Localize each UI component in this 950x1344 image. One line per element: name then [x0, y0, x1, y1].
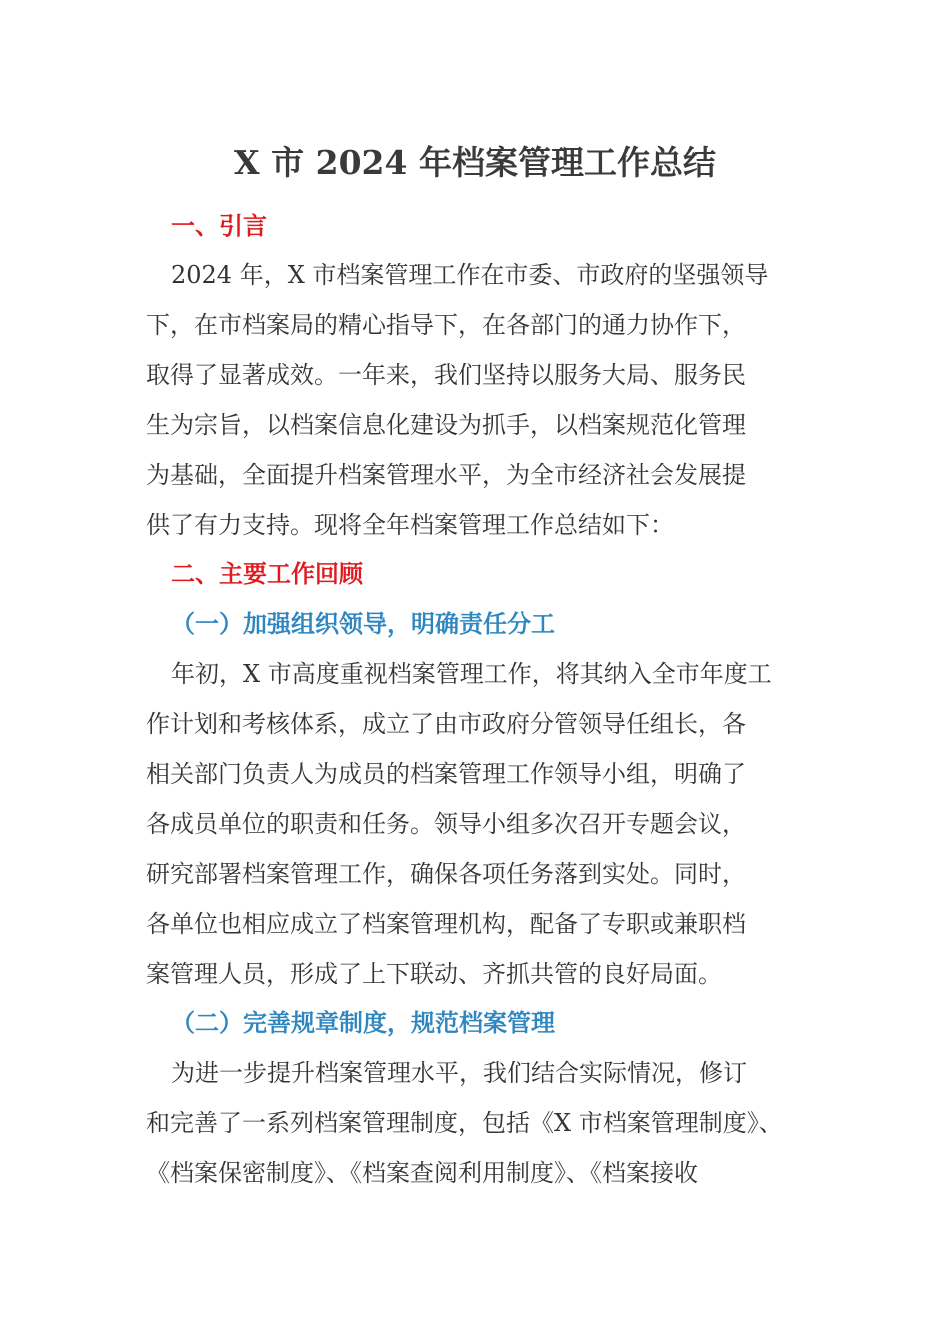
paragraph-line: 年初，X 市高度重视档案管理工作，将其纳入全市年度工 — [171, 660, 772, 688]
paragraph-line: 案管理人员，形成了上下联动、齐抓共管的良好局面。 — [146, 960, 722, 988]
paragraph-line: 下，在市档案局的精心指导下，在各部门的通力协作下， — [146, 311, 746, 339]
paragraph-line: 相关部门负责人为成员的档案管理工作领导小组，明确了 — [146, 760, 746, 788]
paragraph-line: 各单位也相应成立了档案管理机构，配备了专职或兼职档 — [146, 910, 746, 938]
paragraph-line: 研究部署档案管理工作，确保各项任务落到实处。同时， — [146, 860, 746, 888]
regulations-paragraph — [146, 1048, 783, 1198]
document-title: X 市 2024 年档案管理工作总结 — [234, 143, 716, 182]
subsection-heading-regulations: （二）完善规章制度，规范档案管理 — [171, 1008, 555, 1037]
section-heading-main-work: 二、主要工作回顾 — [171, 560, 363, 588]
paragraph-line: 供了有力支持。现将全年档案管理工作总结如下： — [146, 511, 674, 539]
paragraph-line: 为基础，全面提升档案管理水平，为全市经济社会发展提 — [146, 461, 746, 489]
subsection-heading-organization: （一）加强组织领导，明确责任分工 — [171, 609, 555, 638]
paragraph-line: 取得了显著成效。一年来，我们坚持以服务大局、服务民 — [146, 361, 746, 389]
paragraph-line: 和完善了一系列档案管理制度，包括《X 市档案管理制度》、 — [146, 1109, 783, 1137]
paragraph-line: 作计划和考核体系，成立了由市政府分管领导任组长，各 — [146, 710, 746, 738]
paragraph-line: 为进一步提升档案管理水平，我们结合实际情况，修订 — [171, 1059, 747, 1087]
paragraph-line: 《档案保密制度》、《档案查阅利用制度》、《档案接收 — [146, 1159, 698, 1187]
organization-paragraph — [146, 649, 772, 999]
introduction-paragraph — [146, 250, 768, 550]
paragraph-line: 生为宗旨，以档案信息化建设为抓手，以档案规范化管理 — [146, 411, 746, 439]
paragraph-line: 各成员单位的职责和任务。领导小组多次召开专题会议， — [146, 810, 746, 838]
paragraph-line: 2024 年，X 市档案管理工作在市委、市政府的坚强领导 — [171, 261, 769, 289]
section-heading-introduction: 一、引言 — [171, 212, 267, 240]
